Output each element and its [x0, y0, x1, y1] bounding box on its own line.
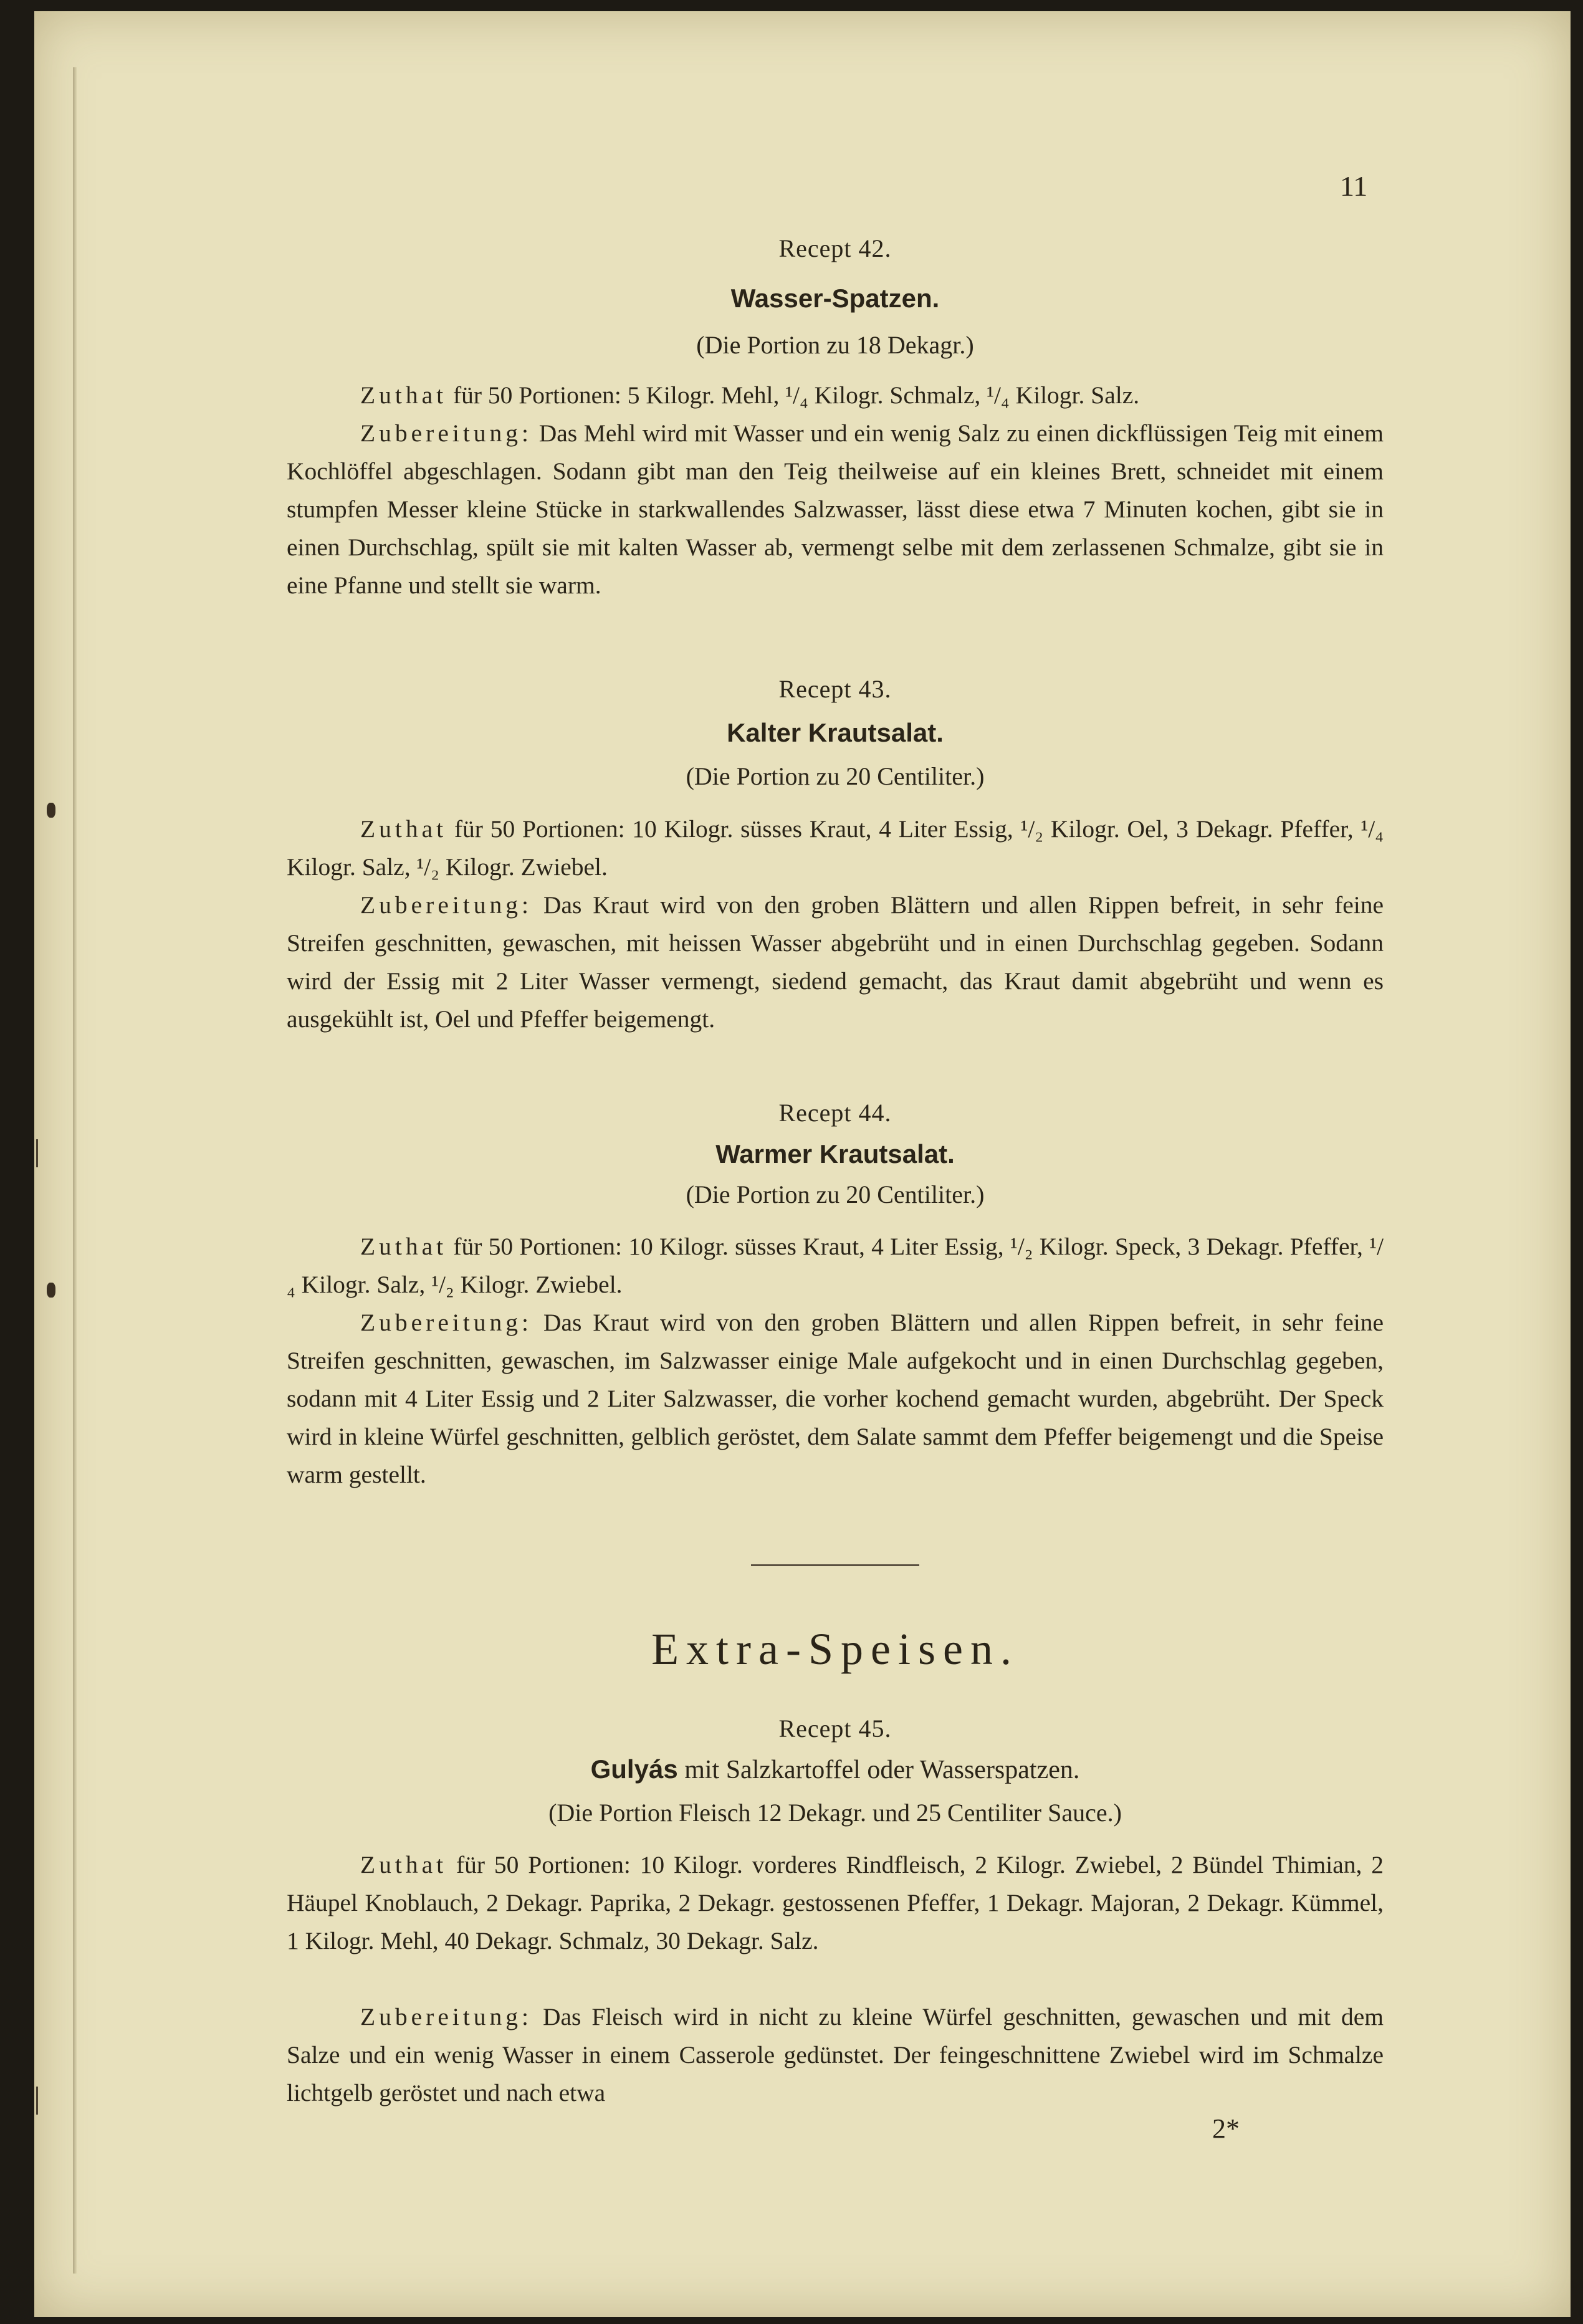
recipe-title: Warmer Krautsalat.	[715, 1139, 955, 1169]
binding-mark	[47, 1283, 55, 1298]
margin-mark	[36, 1139, 38, 1167]
recipe-ingredients: Zuthat für 50 Portionen: 10 Kilogr. süsses Kraut, 4 Liter Essig, ¹/₂ Kilogr. Oel, 3 Dekagr. Pfeffer, ¹/₄ Kilogr. Salz, ¹/₂ Kilogr. Zwiebel.	[287, 815, 1384, 881]
signature-mark: 2*	[1212, 2113, 1240, 2144]
recipe-title: Kalter Krautsalat.	[727, 718, 944, 747]
recipe-portion: (Die Portion Fleisch 12 Dekagr. und 25 Centiliter Sauce.)	[548, 1799, 1122, 1827]
binding-mark	[47, 803, 55, 818]
recipe-title: Gulyás mit Salzkartoffel oder Wasserspatzen.	[590, 1754, 1080, 1784]
recipe-number: Recept 43.	[778, 675, 892, 703]
section-divider	[751, 1564, 919, 1566]
recipe-preparation: Zubereitung: Das Mehl wird mit Wasser und ein wenig Salz zu einen dickflüssigen Teig mit einem Kochlöffel abgeschlagen. Sodann gibt man den Teig theilweise auf ein kleines Brett, schneidet mit einem stumpfen Messer kleine Stücke in starkwallendes Salzwasser, lässt diese etwa 7 Minuten kochen, gibt sie in einen Durchschlag, spült sie mit kalten Wasser ab, vermengt selbe mit dem zerlassenen Schmalze, gibt sie in eine Pfanne und stellt sie warm.	[287, 419, 1384, 599]
section-title: Extra-Speisen.	[651, 1624, 1019, 1674]
recipe-number: Recept 45.	[778, 1714, 892, 1743]
recipe-preparation: Zubereitung: Das Kraut wird von den groben Blättern und allen Rippen befreit, in sehr feine Streifen geschnitten, gewaschen, im Salzwasser einige Male aufgekocht und in einen Durchschlag gegeben, sodann mit 4 Liter Essig und 2 Liter Salzwasser, die vorher kochend gemacht wurden, abgebrüht. Der Speck wird in kleine Würfel geschnitten, gelblich geröstet, dem Salate sammt dem Pfeffer beigemengt und die Speise warm gestellt.	[287, 1309, 1384, 1488]
page-number: 11	[1340, 170, 1368, 202]
recipe-number: Recept 42.	[778, 234, 892, 262]
recipe-ingredients: Zuthat für 50 Portionen: 10 Kilogr. süsses Kraut, 4 Liter Essig, ¹/₂ Kilogr. Speck, 3 Dekagr. Pfeffer, ¹/₄ Kilogr. Salz, ¹/₂ Kilogr. Zwiebel.	[287, 1233, 1384, 1298]
margin-mark	[36, 2087, 38, 2115]
recipe-portion: (Die Portion zu 18 Dekagr.)	[696, 331, 974, 359]
page-gutter	[73, 67, 77, 2274]
recipe-preparation: Zubereitung: Das Kraut wird von den groben Blättern und allen Rippen befreit, in sehr feine Streifen geschnitten, gewaschen, mit heissen Wasser abgebrüht und in einen Durchschlag gegeben. Sodann wird der Essig mit 2 Liter Wasser vermengt, siedend gemacht, das Kraut damit abgebrüht und wenn es ausgekühlt ist, Oel und Pfeffer beigemengt.	[287, 891, 1384, 1033]
recipe-number: Recept 44.	[778, 1099, 892, 1127]
recipe-portion: (Die Portion zu 20 Centiliter.)	[686, 762, 985, 790]
recipe-portion: (Die Portion zu 20 Centiliter.)	[686, 1180, 985, 1208]
recipe-preparation: Zubereitung: Das Fleisch wird in nicht zu kleine Würfel geschnitten, gewaschen und mit dem Salze und ein wenig Wasser in einem Casserole gedünstet. Der feingeschnittene Zwiebel wird im Schmalze lichtgelb geröstet und nach etwa	[287, 2003, 1384, 2106]
recipe-ingredients: Zuthat für 50 Portionen: 10 Kilogr. vorderes Rindfleisch, 2 Kilogr. Zwiebel, 2 Bündel Thimian, 2 Häupel Knoblauch, 2 Dekagr. Paprika, 2 Dekagr. gestossenen Pfeffer, 1 Dekagr. Majoran, 2 Dekagr. Kümmel, 1 Kilogr. Mehl, 40 Dekagr. Schmalz, 30 Dekagr. Salz.	[287, 1851, 1384, 1954]
recipe-title: Wasser-Spatzen.	[730, 284, 940, 313]
recipe-ingredients: Zuthat für 50 Portionen: 5 Kilogr. Mehl, ¹/₄ Kilogr. Schmalz, ¹/₄ Kilogr. Salz.	[360, 381, 1140, 409]
